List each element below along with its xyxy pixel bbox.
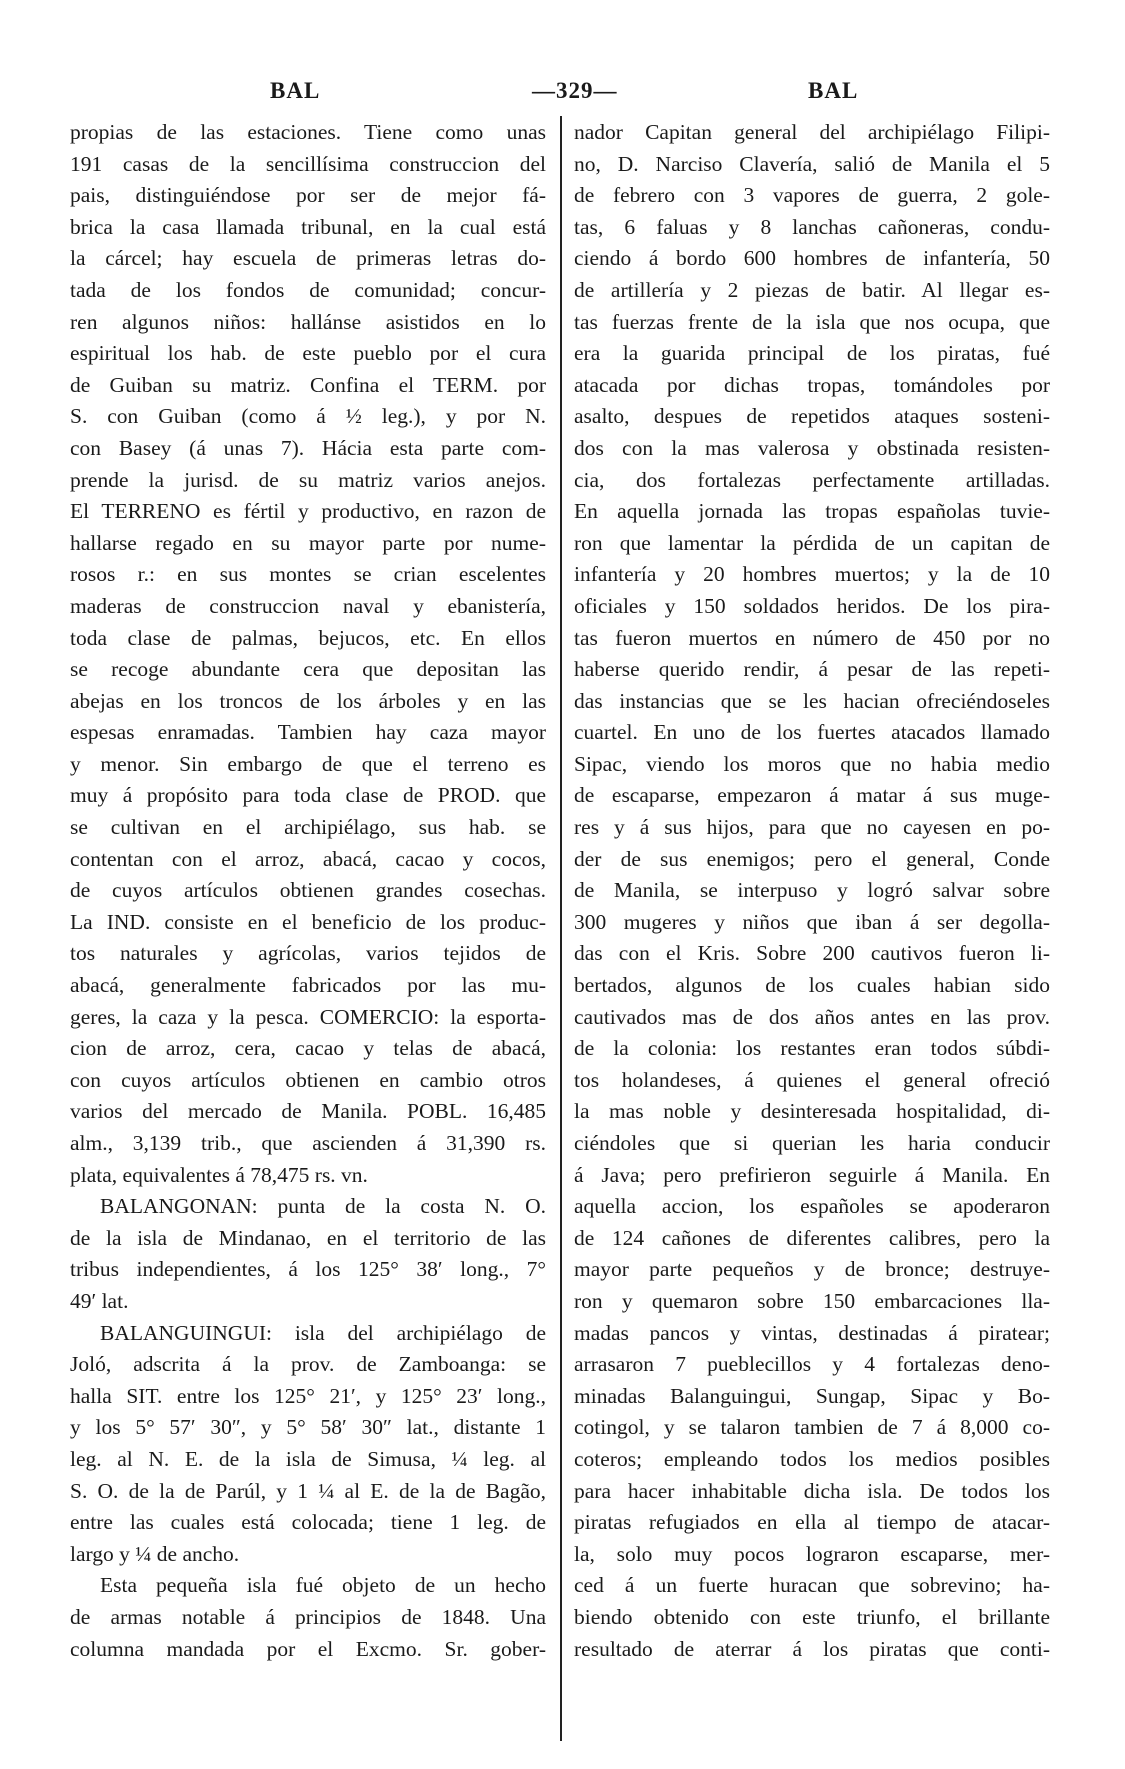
text-line: maderas de construccion naval y ebanistería, <box>70 593 546 618</box>
text-line: En aquella jornada las tropas españolas tuvie- <box>574 499 1050 524</box>
text-line: bertados, algunos de los cuales habian sido <box>574 973 1050 998</box>
text-line: abacá, generalmente fabricados por las mu- <box>70 973 546 998</box>
text-line: BALANGONAN: punta de la costa N. O. <box>100 1194 546 1219</box>
text-line: propias de las estaciones. Tiene como unas <box>70 120 546 144</box>
text-line: columna mandada por el Excmo. Sr. gober- <box>70 1636 546 1661</box>
text-line: ciendo á bordo 600 hombres de infantería, 50 <box>574 246 1050 271</box>
text-line: varios del mercado de Manila. POBL. 16,485 <box>70 1099 546 1124</box>
text-line: biendo obtenido con este triunfo, el brillante <box>574 1604 1050 1629</box>
text-line: tas fuerzas frente de la isla que nos ocupa, que <box>574 309 1050 334</box>
text-line: Esta pequeña isla fué objeto de un hecho <box>100 1573 546 1598</box>
text-line: hallarse regado en su mayor parte por nume- <box>70 530 546 555</box>
text-line: de la isla de Mindanao, en el territorio de las <box>70 1225 546 1250</box>
text-line: ciéndoles que si querian les haria conducir <box>574 1131 1050 1155</box>
text-line: contentan con el arroz, abacá, cacao y cocos, <box>70 846 546 871</box>
text-line: tas, 6 faluas y 8 lanchas cañoneras, condu- <box>574 214 1050 239</box>
text-line: Sipac, viendo los moros que no habia medio <box>574 751 1050 776</box>
text-line: ron y quemaron sobre 150 embarcaciones lla- <box>574 1288 1050 1313</box>
text-line: geres, la caza y la pesca. COMERCIO: la esporta- <box>70 1004 546 1029</box>
text-line: tos holandeses, á quienes el general ofreció <box>574 1067 1050 1092</box>
text-line: S. con Guiban (como á ½ leg.), y por N. <box>70 404 546 429</box>
text-line: der de sus enemigos; pero el general, Conde <box>574 846 1050 871</box>
text-line: abejas en los troncos de los árboles y en las <box>70 688 546 713</box>
text-line: se cultivan en el archipiélago, sus hab. se <box>70 815 546 840</box>
text-line: atacada por dichas tropas, tomándoles por <box>574 372 1050 397</box>
text-line: halla SIT. entre los 125° 21′, y 125° 23′ long., <box>70 1383 546 1408</box>
left-column <box>70 117 546 1665</box>
text-line: y los 5° 57′ 30″, y 5° 58′ 30″ lat., distante 1 <box>70 1415 546 1440</box>
text-line: BALANGUINGUI: isla del archipiélago de <box>100 1320 546 1345</box>
text-line: rosos r.: en sus montes se crian escelentes <box>70 562 546 587</box>
text-line: dos con la mas valerosa y obstinada resisten- <box>574 435 1050 460</box>
text-line: la cárcel; hay escuela de primeras letras do- <box>70 246 546 271</box>
text-line: mayor parte pequeños y de bronce; destruye- <box>574 1257 1050 1282</box>
text-line: la, solo muy pocos lograron escaparse, mer- <box>574 1541 1050 1566</box>
text-line: coteros; empleando todos los medios posibles <box>574 1446 1050 1471</box>
text-line: de escaparse, empezaron á matar á sus muge- <box>574 783 1050 808</box>
text-line: tas fueron muertos en número de 450 por no <box>574 625 1050 650</box>
text-line: S. O. de la de Parúl, y 1 ¼ al E. de la de Bagão, <box>70 1478 546 1503</box>
text-line: das instancias que se les hacian ofreciéndoseles <box>574 688 1050 713</box>
text-line: 300 mugeres y niños que iban á ser degolla- <box>574 909 1050 934</box>
text-line: plata, equivalentes á 78,475 rs. vn. <box>70 1162 368 1187</box>
text-line: era la guarida principal de los piratas, fué <box>574 341 1050 366</box>
text-line: largo y ¼ de ancho. <box>70 1541 240 1566</box>
text-line: pais, distinguiéndose por ser de mejor fá- <box>70 183 546 208</box>
text-line: tos naturales y agrícolas, varios tejidos de <box>70 941 546 966</box>
text-line: de la colonia: los restantes eran todos súbdi- <box>574 1036 1050 1061</box>
text-line: de Manila, se interpuso y logró salvar sobre <box>574 878 1050 903</box>
text-line: de cuyos artículos obtienen grandes cosechas. <box>70 878 546 903</box>
text-line: la mas noble y desinteresada hospitalidad, di- <box>574 1099 1050 1124</box>
text-line: haberse querido rendir, á pesar de las repeti- <box>574 657 1050 682</box>
text-line: leg. al N. E. de la isla de Simusa, ¼ leg. al <box>70 1446 546 1471</box>
text-line: res y á sus hijos, para que no cayesen en po- <box>574 815 1050 840</box>
text-line: y menor. Sin embargo de que el terreno es <box>70 751 546 776</box>
text-line: cotingol, y se talaron tambien de 7 á 8,000 co- <box>574 1415 1050 1440</box>
text-line: alm., 3,139 trib., que ascienden á 31,390 rs. <box>70 1131 546 1155</box>
text-line: espesas enramadas. Tambien hay caza mayor <box>70 720 546 745</box>
text-line: cuartel. En uno de los fuertes atacados llamado <box>574 720 1050 745</box>
running-head-right: BAL <box>808 78 859 103</box>
text-line: muy á propósito para toda clase de PROD. que <box>70 783 546 808</box>
text-line: cia, dos fortalezas perfectamente artilladas. <box>574 467 1050 492</box>
text-line: ren algunos niños: hallánse asistidos en lo <box>70 309 546 334</box>
column-divider <box>560 116 562 1741</box>
text-line: con Basey (á unas 7). Hácia esta parte com- <box>70 435 546 460</box>
running-head-left: BAL <box>270 78 321 103</box>
text-line: ced á un fuerte huracan que sobrevino; ha- <box>574 1573 1050 1598</box>
text-line: se recoge abundante cera que depositan las <box>70 657 546 682</box>
text-line: espiritual los hab. de este pueblo por el cura <box>70 341 546 366</box>
text-line: prende la jurisd. de su matriz varios anejos. <box>70 467 546 492</box>
text-line: das con el Kris. Sobre 200 cautivos fueron li- <box>574 941 1050 966</box>
text-line: El TERRENO es fértil y productivo, en razon de <box>70 499 546 524</box>
text-line: ron que lamentar la pérdida de un capitan de <box>574 530 1050 555</box>
text-line: tribus independientes, á los 125° 38′ long., 7° <box>70 1257 546 1282</box>
text-line: asalto, despues de repetidos ataques sosteni- <box>574 404 1050 429</box>
text-line: de Guiban su matriz. Confina el TERM. por <box>70 372 546 397</box>
text-line: para hacer inhabitable dicha isla. De todos los <box>574 1478 1050 1503</box>
text-line: de 124 cañones de diferentes calibres, pero la <box>574 1225 1050 1250</box>
text-line: toda clase de palmas, bejucos, etc. En ellos <box>70 625 546 650</box>
text-line: de febrero con 3 vapores de guerra, 2 gole- <box>574 183 1050 208</box>
text-line: de artillería y 2 piezas de batir. Al llegar es- <box>574 277 1050 302</box>
text-line: de armas notable á principios de 1848. Una <box>70 1604 546 1629</box>
text-line: cautivados mas de dos años antes en las prov. <box>574 1004 1050 1029</box>
text-line: tada de los fondos de comunidad; concur- <box>70 277 546 302</box>
page-header <box>70 78 1055 108</box>
text-line: arrasaron 7 pueblecillos y 4 fortalezas deno- <box>574 1352 1050 1377</box>
text-line: oficiales y 150 soldados heridos. De los pira- <box>574 593 1050 618</box>
text-line: brica la casa llamada tribunal, en la cual está <box>70 214 546 239</box>
text-line: entre las cuales está colocada; tiene 1 leg. de <box>70 1510 546 1535</box>
text-line: 49′ lat. <box>70 1288 129 1313</box>
text-line: Joló, adscrita á la prov. de Zamboanga: se <box>70 1352 546 1377</box>
text-line: madas pancos y vintas, destinadas á piratear; <box>574 1320 1050 1345</box>
text-line: 191 casas de la sencillísima construccion del <box>70 151 546 176</box>
text-line: piratas refugiados en ella al tiempo de atacar- <box>574 1510 1050 1535</box>
text-line: á Java; pero prefirieron seguirle á Manila. En <box>574 1162 1050 1187</box>
text-line: cion de arroz, cera, cacao y telas de abacá, <box>70 1036 546 1061</box>
text-line: infantería y 20 hombres muertos; y la de 10 <box>574 562 1050 587</box>
text-line: resultado de aterrar á los piratas que conti- <box>574 1636 1050 1661</box>
text-line: nador Capitan general del archipiélago Filipi- <box>574 120 1050 144</box>
right-column <box>574 117 1050 1665</box>
text-line: aquella accion, los españoles se apoderaron <box>574 1194 1050 1219</box>
text-line: con cuyos artículos obtienen en cambio otros <box>70 1067 546 1092</box>
text-line: minadas Balanguingui, Sungap, Sipac y Bo- <box>574 1383 1050 1408</box>
text-line: no, D. Narciso Clavería, salió de Manila el 5 <box>574 151 1050 176</box>
page-number: —329— <box>532 78 618 103</box>
text-line: La IND. consiste en el beneficio de los produc- <box>70 909 546 934</box>
